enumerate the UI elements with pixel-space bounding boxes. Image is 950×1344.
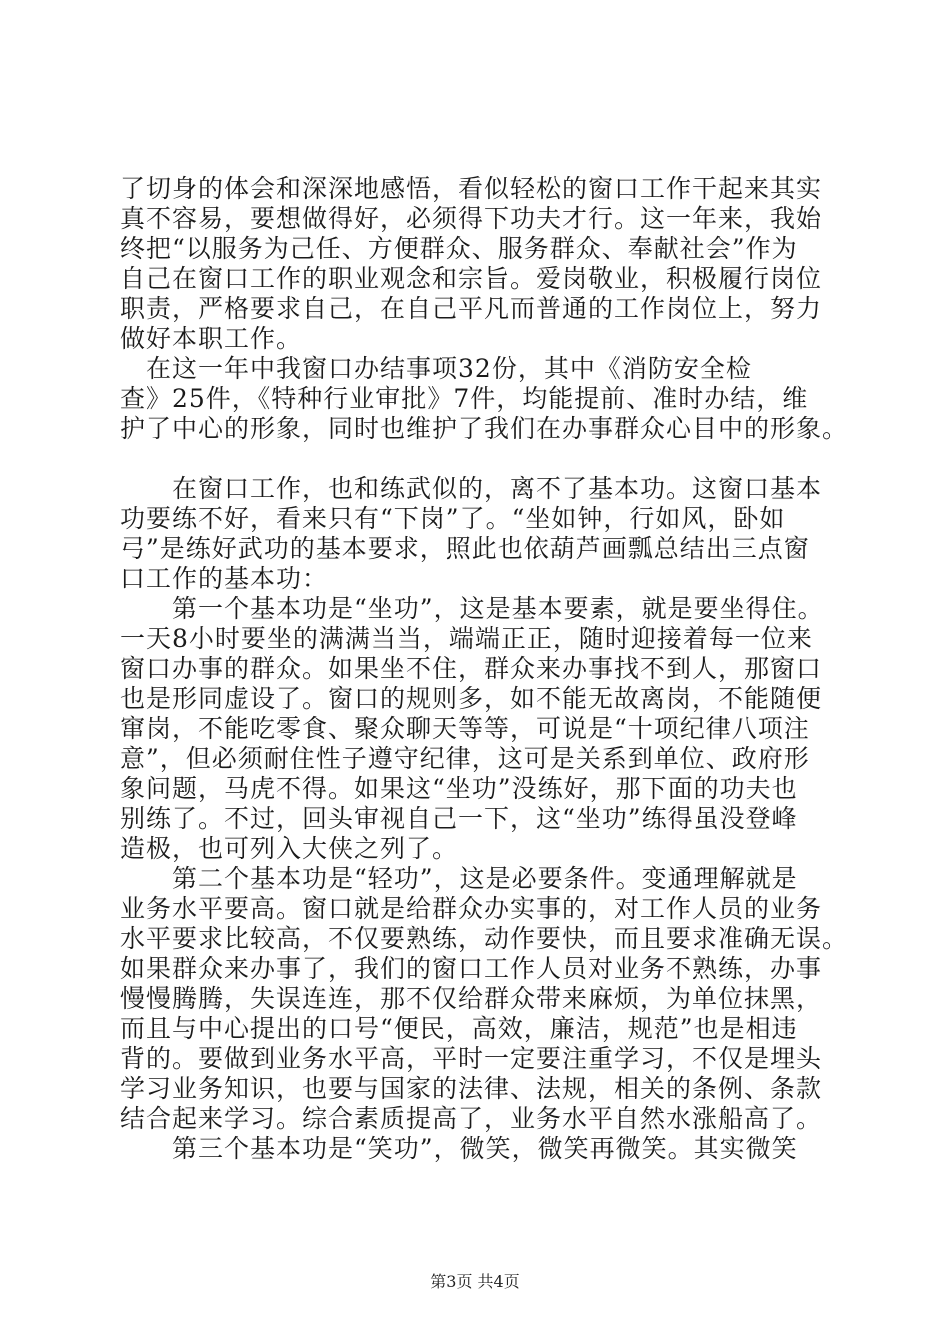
text-line: 水平要求比较高，不仅要熟练，动作要快，而且要求准确无误。 [120,924,849,953]
text-line: 业务水平要高。窗口就是给群众办实事的，对工作人员的业务 [120,894,823,923]
text-line: 造极，也可列入大侠之列了。 [120,834,459,863]
text-line: 护了中心的形象，同时也维护了我们在办事群众心目中的形象。 [120,414,849,443]
text-line: 窜岗，不能吃零食、聚众聊天等等，可说是“十项纪律八项注 [120,714,810,743]
text-line: 弓”是练好武功的基本要求，照此也依葫芦画瓢总结出三点窗 [120,534,810,563]
text-line: 在这一年中我窗口办结事项32份，其中《消防安全检 [120,354,752,383]
text-line: 一天8小时要坐的满满当当，端端正正，随时迎接着每一位来 [120,624,813,653]
paragraph-gap [120,444,840,474]
text-line: 结合起来学习。综合素质提高了，业务水平自然水涨船高了。 [120,1104,823,1133]
text-line: 象问题，马虎不得。如果这“坐功”没练好，那下面的功夫也 [120,774,798,803]
text-line: 也是形同虚设了。窗口的规则多，如不能无故离岗，不能随便 [120,684,823,713]
text-line: 而且与中心提出的口号“便民，高效，廉洁，规范”也是相违 [120,1014,798,1043]
text-line: 职责，严格要求自己，在自己平凡而普通的工作岗位上，努力 [120,294,823,323]
text-line: 学习业务知识，也要与国家的法律、法规，相关的条例、条款 [120,1074,823,1103]
body-text [120,174,849,1164]
text-line: 真不容易，要想做得好，必须得下功夫才行。这一年来，我始 [120,204,823,233]
text-line: 在窗口工作，也和练武似的，离不了基本功。这窗口基本 [120,474,823,503]
text-line: 查》25件，《特种行业审批》7件，均能提前、准时办结，维 [120,384,809,413]
text-line: 终把“以服务为己任、方便群众、服务群众、奉献社会”作为 [120,234,798,263]
text-line: 慢慢腾腾，失误连连，那不仅给群众带来麻烦，为单位抹黑， [120,984,823,1013]
text-line: 如果群众来办事了，我们的窗口工作人员对业务不熟练，办事 [120,954,823,983]
text-line: 自己在窗口工作的职业观念和宗旨。爱岗敬业，积极履行岗位 [120,264,823,293]
text-line: 别练了。不过，回头审视自己一下，这“坐功”练得虽没登峰 [120,804,798,833]
text-line: 意”，但必须耐住性子遵守纪律，这可是关系到单位、政府形 [120,744,810,773]
text-line: 窗口办事的群众。如果坐不住，群众来办事找不到人，那窗口 [120,654,823,683]
page-footer [0,1271,950,1293]
text-line: 背的。要做到业务水平高，平时一定要注重学习，不仅是埋头 [120,1044,823,1073]
text-line: 功要练不好，看来只有“下岗”了。“坐如钟，行如风，卧如 [120,504,786,533]
text-line: 第三个基本功是“笑功”，微笑，微笑再微笑。其实微笑 [120,1134,798,1163]
page-number: 第3页 共4页 [430,1272,520,1291]
text-line: 第二个基本功是“轻功”，这是必要条件。变通理解就是 [120,864,798,893]
text-line: 口工作的基本功： [120,564,329,593]
text-line: 做好本职工作。 [120,324,303,353]
text-line: 了切身的体会和深深地感悟，看似轻松的窗口工作干起来其实 [120,174,823,203]
text-line: 第一个基本功是“坐功”，这是基本要素，就是要坐得住。 [120,594,824,623]
